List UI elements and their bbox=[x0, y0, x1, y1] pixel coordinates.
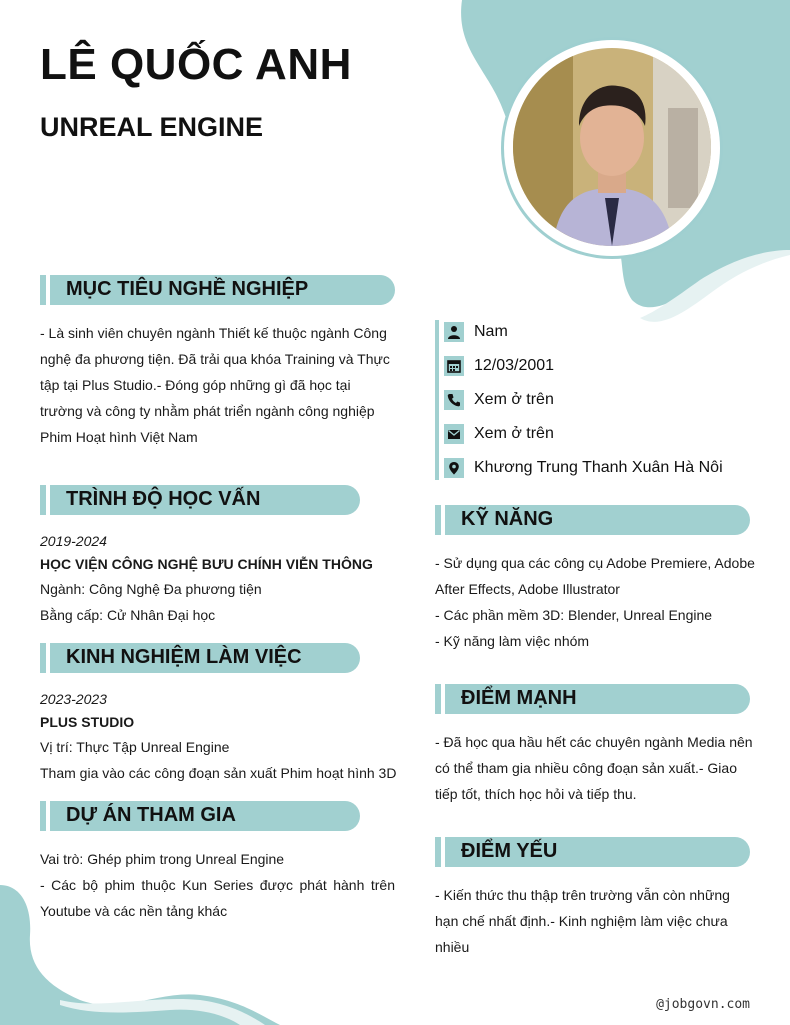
education-degree: Bằng cấp: Cử Nhân Đại học bbox=[40, 607, 216, 623]
mail-icon bbox=[444, 424, 464, 444]
strengths-text: - Đã học qua hầu hết các chuyên ngành Media nên có thể tham gia nhiều công đoạn sản xuất.- Giao tiếp tốt, thích học hỏi và tiếp thu. bbox=[435, 734, 753, 802]
contact-accent-bar bbox=[435, 320, 439, 480]
contact-birthday-text: 12/03/2001 bbox=[474, 357, 555, 374]
contact-address-text: Khương Trung Thanh Xuân Hà Nôi bbox=[474, 459, 723, 476]
experience-company: PLUS STUDIO bbox=[40, 714, 135, 730]
skills-heading: KỸ NĂNG bbox=[435, 505, 750, 535]
skill-item: - Các phần mềm 3D: Blender, Unreal Engine bbox=[435, 607, 713, 623]
calendar-icon bbox=[444, 356, 464, 376]
education-heading: TRÌNH ĐỘ HỌC VẤN bbox=[40, 485, 360, 515]
projects-text: - Các bộ phim thuộc Kun Series được phát hành trên Youtube và các nền tảng khác bbox=[40, 877, 395, 919]
experience-period: 2023-2023 bbox=[40, 691, 107, 707]
contact-gender-text: Nam bbox=[474, 323, 508, 340]
experience-position: Vị trí: Thực Tập Unreal Engine bbox=[40, 739, 230, 755]
projects-heading: DỰ ÁN THAM GIA bbox=[40, 801, 360, 831]
contact-address bbox=[444, 456, 723, 480]
contact-birthday bbox=[444, 354, 554, 378]
career-goal-heading: MỤC TIÊU NGHỀ NGHIỆP bbox=[40, 275, 395, 305]
phone-icon bbox=[444, 390, 464, 410]
career-goal-text: - Là sinh viên chuyên ngành Thiết kế thuộc ngành Công nghệ đa phương tiện. Đã trải qua khóa Training và Thực tập tại Plus Studio.- Đóng góp những gì đã học tại trường và công ty nhằm phát triển ngành công nghiệp Phim Hoạt hình Việt Nam bbox=[40, 325, 390, 445]
contact-email bbox=[444, 422, 554, 446]
contact-email-text: Xem ở trên bbox=[474, 425, 554, 442]
skill-item: - Kỹ năng làm việc nhóm bbox=[435, 633, 590, 649]
education-school: HỌC VIỆN CÔNG NGHỆ BƯU CHÍNH VIỄN THÔNG bbox=[40, 556, 373, 572]
skills-list bbox=[435, 550, 755, 654]
education-period: 2019-2024 bbox=[40, 533, 107, 549]
weaknesses-text: - Kiến thức thu thập trên trường vẫn còn những hạn chế nhất định.- Kinh nghiệm làm việc chưa nhiều bbox=[435, 887, 730, 955]
skill-item: - Sử dụng qua các công cụ Adobe Premiere, Adobe After Effects, Adobe Illustrator bbox=[435, 555, 755, 597]
education-major: Ngành: Công Nghệ Đa phương tiện bbox=[40, 581, 262, 597]
experience-heading: KINH NGHIỆM LÀM VIỆC bbox=[40, 643, 360, 673]
contact-phone bbox=[444, 388, 554, 412]
avatar bbox=[513, 48, 711, 246]
experience-description: Tham gia vào các công đoạn sản xuất Phim hoạt hình 3D bbox=[40, 765, 397, 781]
location-pin-icon bbox=[444, 458, 464, 478]
weaknesses-heading: ĐIỂM YẾU bbox=[435, 837, 750, 867]
footer-credit: @jobgovn.com bbox=[656, 997, 750, 1012]
person-icon bbox=[444, 322, 464, 342]
strengths-heading: ĐIỂM MẠNH bbox=[435, 684, 750, 714]
projects-role: Vai trò: Ghép phim trong Unreal Engine bbox=[40, 851, 285, 867]
candidate-name: LÊ QUỐC ANH bbox=[40, 40, 352, 89]
job-title: UNREAL ENGINE bbox=[40, 112, 264, 142]
contact-phone-text: Xem ở trên bbox=[474, 391, 554, 408]
contact-gender bbox=[444, 320, 508, 344]
